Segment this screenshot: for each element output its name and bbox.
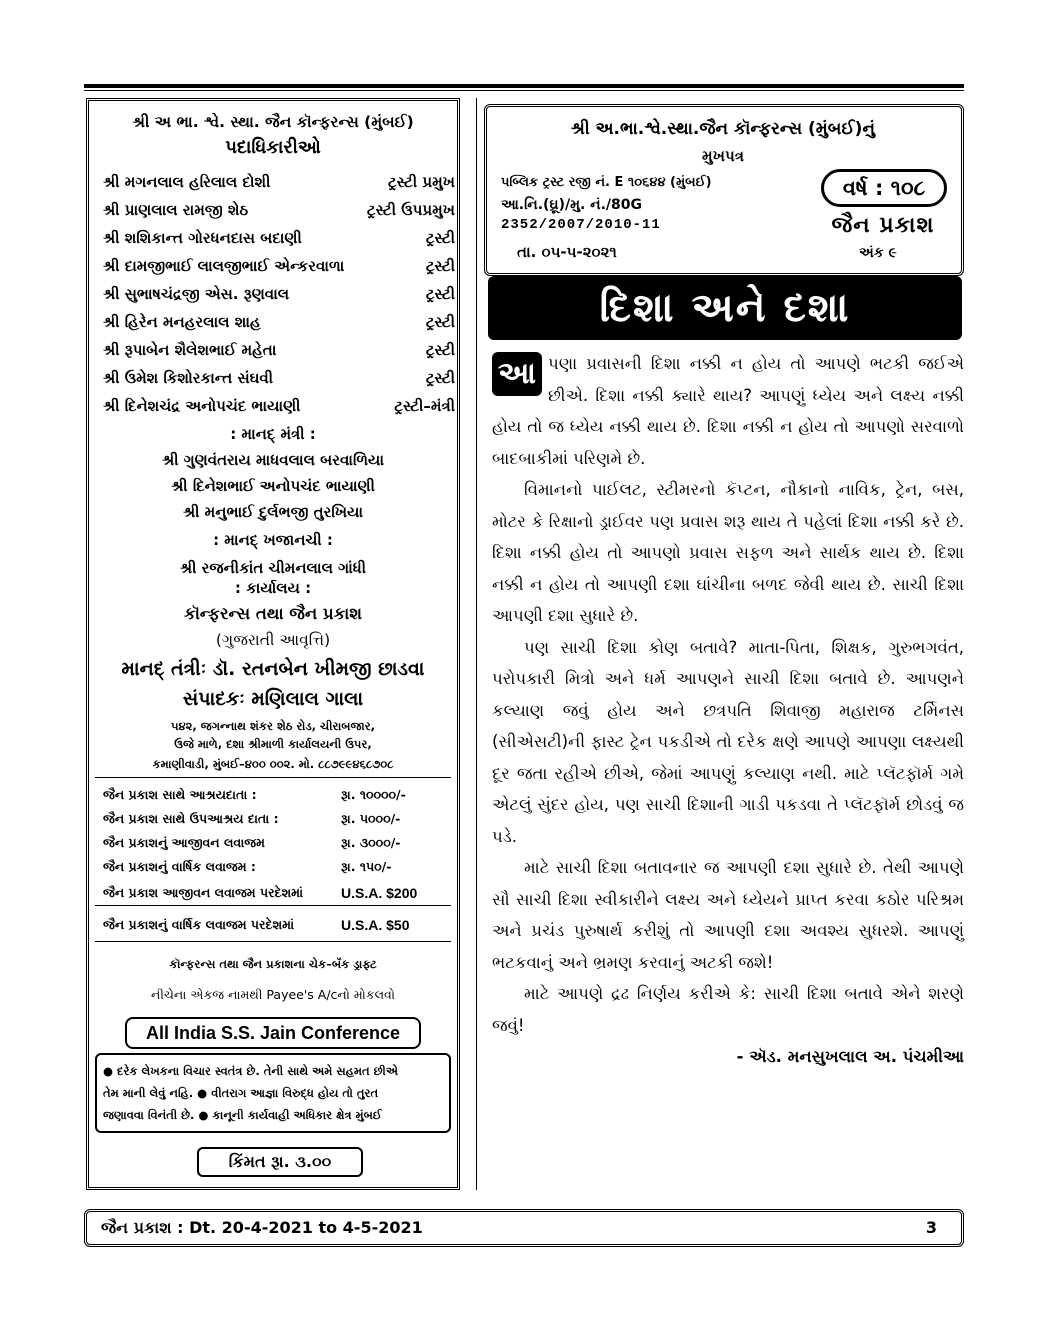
issue-number: અંક ૯ — [859, 245, 897, 261]
editor: સંપાદકઃ મણિલાલ ગાલા — [182, 688, 364, 710]
fee-amount: U.S.A. $50 — [341, 917, 410, 933]
masthead — [484, 104, 964, 276]
conference-heading: શ્રી અ ભા. શ્વે. સ્થા. જૈન કૉન્ફરન્સ (મુંબઈ) — [132, 113, 414, 131]
officer-row — [103, 173, 455, 191]
officer-role: ટ્રસ્ટી ઉપપ્રમુખ — [366, 201, 455, 219]
officer-name: શ્રી દિનેશચંદ્ર અનોપચંદ ભાયાણી — [103, 397, 301, 415]
officer-name: શ્રી પ્રાણલાલ રામજી શેઠ — [103, 201, 249, 219]
top-rule — [84, 84, 964, 88]
edition-label: (ગુજરાતી આવૃત્તિ) — [215, 631, 331, 649]
office-label: : કાર્યાલય : — [234, 579, 312, 597]
disclaimer-line: ● દરેક લેખકના વિચાર સ્વતંત્ર છે. તેની સાથે અમે સહમત છીએ — [103, 1064, 398, 1078]
officer-role: ટ્રસ્ટી — [425, 313, 455, 331]
officer-row — [103, 369, 455, 387]
officer-name: શ્રી શશિકાન્ત ગોરધનદાસ બદાણી — [103, 229, 302, 247]
fee-row — [103, 917, 455, 933]
disclaimer-line: જણાવવા વિનંતી છે. ● કાનૂની કાર્યવાહી અધિકાર ક્ષેત્ર મુંબઈ — [103, 1108, 382, 1122]
fee-label: જૈન પ્રકાશનું વાર્ષિક લવાજમ પરદેશમાં — [103, 917, 295, 932]
trust-registration: પબ્લિક ટ્રસ્ટ રજી નં. E ૧૦૬૪૪ (મુંબઈ) — [501, 175, 712, 190]
fee-label: જૈન પ્રકાશ સાથે આશ્રયદાતા : — [103, 787, 257, 802]
year-badge: વર્ષ : ૧૦૮ — [821, 169, 947, 207]
officer-role: ટ્રસ્ટી — [425, 369, 455, 387]
footer-publication: જૈન પ્રકાશ : Dt. 20-4-2021 to 4-5-2021 — [101, 1218, 423, 1237]
officer-name: શ્રી દામજીભાઈ લાલજીભાઈ એન્કરવાળા — [103, 257, 345, 275]
officer-row — [103, 285, 455, 303]
secretary-name: શ્રી મનુભાઈ દુર્લભજી તુરખિયા — [182, 503, 364, 521]
tax-registration: આ.નિ.(ઘ્રૂ)/મુ. નં./80G — [501, 197, 643, 213]
officer-role: ટ્રસ્ટી પ્રમુખ — [387, 173, 455, 191]
author-byline: - ઍડ. મનસુખલાલ અ. પંચમીઆ — [736, 1047, 964, 1066]
paragraph: વિમાનનો પાઈલટ, સ્ટીમરનો કૅપ્ટન, નૌકાનો નાવિક, ટ્રેન, બસ, મોટર કે રિક્ષાનો ડ્રાઈવર પણ પ્રવાસ શરૂ થાય તે પહેલાં દિશા નક્કી કરે છે. દિશા નક્કી હોય તો આપણો પ્રવાસ સફળ અને સાર્થક થાય છે. દિશા નક્કી ન હોય તો આપણી દશા ઘાંચીના બળદ જેવી થાય છે. સાચી દિશા આપણી દશા સુધારે છે. — [492, 480, 964, 625]
page-footer — [84, 1209, 964, 1247]
fee-label: જૈન પ્રકાશ સાથે ઉપઆશ્રય દાતા : — [103, 811, 279, 826]
officer-row — [103, 257, 455, 275]
secretary-name: શ્રી દિનેશભાઈ અનોપચંદ ભાયાણી — [171, 477, 375, 495]
officer-row — [103, 201, 455, 219]
officer-name: શ્રી રૂપાબેન શૈલેશભાઈ મહેતા — [103, 341, 277, 359]
paragraph: માટે આપણે દ્રઢ નિર્ણય કરીએ કે: સાચી દિશા બતાવે એને શરણે જવું! — [492, 984, 964, 1035]
fee-amount: રૂા. ૫૦૦૦/- — [341, 811, 401, 826]
fee-label: જૈન પ્રકાશ આજીવન લવાજમ પરદેશમાં — [103, 885, 304, 900]
editor-hon: માનદ્ તંત્રીઃ ડૉ. રતનબેન ખીમજી છાડવા — [121, 658, 425, 680]
column-divider — [476, 98, 477, 1190]
fee-amount: રૂા. ૩૦૦૦/- — [341, 835, 401, 850]
article-body — [492, 348, 964, 1073]
paragraph: માટે સાચી દિશા બતાવનાર જ આપણી દશા સુધારે છે. તેથી આપણે સૌ સાચી દિશા સ્વીકારીને લક્ષ્ય અને ધ્યેયને પ્રાપ્ત કરવા કઠોર પરિશ્રમ અને પ્રચંડ પુરુષાર્થ કરીશું તો આપણી દશા અવશ્ય સુધરશે. આપણું ભટકવાનું અને ભ્રમણ કરવાનું અટકી જશે! — [492, 858, 964, 972]
officer-role: ટ્રસ્ટી — [425, 341, 455, 359]
masthead-title: શ્રી અ.ભા.શ્વે.સ્થા.જૈન કૉન્ફરન્સ (મુંબઈ)નું — [570, 119, 876, 139]
payee-note: નીચેના એકજ નામથી Payee's A/cનો મોકલવો — [151, 987, 395, 1002]
officer-role: ટ્રસ્ટી–મંત્રી — [394, 397, 455, 415]
disclaimer-line: તેમ માની લેવું નહિ. ● વીતરાગ આજ્ઞા વિરુદ્ધ હોય તો તુરત — [103, 1086, 379, 1100]
page-number: 3 — [925, 1218, 937, 1237]
officer-row — [103, 397, 455, 415]
fee-amount: રૂા. ૧૫૦/- — [341, 859, 392, 874]
secretary-label: : માનદ્ મંત્રી : — [230, 425, 316, 443]
drop-cap: આ — [492, 352, 542, 396]
divider — [95, 777, 451, 778]
registration-number: 2352/2007/2010-11 — [501, 217, 661, 233]
article-title: દિશા અને દશા — [488, 276, 962, 340]
officers-heading: પદાધિકારીઓ — [225, 137, 321, 158]
masthead-subtitle: મુખપત્ર — [702, 147, 744, 165]
officer-role: ટ્રસ્ટી — [425, 285, 455, 303]
issue-date: તા. ૦૫-૫-૨૦૨૧ — [517, 243, 617, 261]
officers-panel — [86, 98, 460, 1190]
officer-row — [103, 313, 455, 331]
fee-row — [103, 787, 455, 803]
fee-label: જૈન પ્રકાશનું આજીવન લવાજમ — [103, 835, 265, 850]
officer-name: શ્રી હિરેન મનહરલાલ શાહ — [103, 313, 261, 331]
fee-row — [103, 885, 455, 901]
officer-row — [103, 229, 455, 247]
fee-amount: રૂા. ૧૦૦૦૦/- — [341, 787, 406, 802]
address-line: કમાણીવાડી, મુંબઈ–૪૦૦ ૦૦૨. મો. ૮૮૭૯૯૪૬૮૭૦૮ — [152, 757, 394, 771]
divider — [95, 941, 451, 942]
treasurer-label: : માનદ્ ખજાનચી : — [213, 531, 333, 549]
cheque-note: કૉન્ફરન્સ તથા જૈન પ્રકાશના ચેક–બૅંક ડ્રાફ્ટ — [169, 957, 377, 971]
divider — [95, 905, 451, 906]
fee-row — [103, 835, 455, 851]
fee-row — [103, 859, 455, 875]
paragraph: પણા પ્રવાસની દિશા નક્કી ન હોય તો આપણે ભટકી જઈએ છીએ. દિશા નક્કી ક્યારે થાય? આપણું ધ્યેય અને લક્ષ્ય નક્કી હોય તો જ ધ્યેય નક્કી થાય છે. દિશા નક્કી ન હોય તો આપણો સરવાળો બાદબાકીમાં પરિણમે છે. — [492, 354, 964, 468]
fee-label: જૈન પ્રકાશનું વાર્ષિક લવાજમ : — [103, 859, 256, 874]
conference-name-box: All India S.S. Jain Conference — [125, 1017, 421, 1049]
office-name: કૉન્ફરન્સ તથા જૈન પ્રકાશ — [183, 604, 362, 623]
brand-name: જૈન પ્રકાશ — [831, 213, 935, 238]
officer-role: ટ્રસ્ટી — [425, 229, 455, 247]
treasurer-name: શ્રી રજનીકાંત ચીમનલાલ ગાંધી — [179, 559, 367, 577]
officer-role: ટ્રસ્ટી — [425, 257, 455, 275]
paragraph: પણ સાચી દિશા કોણ બતાવે? માતા-પિતા, શિક્ષક, ગુરુભગવંત, પરોપકારી મિત્રો અને ધર્મ આપણને સાચી દિશા બતાવે છે. આપણને કલ્યાણ જવું હોય અને છત્રપતિ શિવાજી મહારાજ ટર્મિનસ (સીએસટી)ની ફાસ્ટ ટ્રેન પકડીએ તો દરેક ક્ષણે આપણે આપણા લક્ષ્યથી દૂર જતા રહીએ છીએ, જેમાં આપણું કલ્યાણ નથી. માટે પ્લૅટફૉર્મ ગમે એટલું સુંદર હોય, પણ સાચી દિશાની ગાડી પકડવા તે પ્લૅટફૉર્મ છોડવું જ પડે. — [492, 637, 964, 846]
disclaimer-box — [95, 1053, 451, 1133]
address-line: ૫૪૨, જગન્નાથ શંકર શેઠ રોડ, ચીરાબજાર, — [170, 719, 376, 733]
address-line: ઉજે માળે, દશા શ્રીમાળી કાર્યાલયની ઉપર, — [174, 737, 372, 751]
officer-row — [103, 341, 455, 359]
secretary-name: શ્રી ગુણવંતરાય માધવલાલ બરવાળિયા — [161, 451, 385, 469]
fee-amount: U.S.A. $200 — [341, 885, 418, 901]
price-box: કિંમત રૂા. ૩.૦૦ — [197, 1147, 363, 1177]
officer-name: શ્રી ઉમેશ કિશોરકાન્ત સંઘવી — [103, 369, 274, 387]
officer-name: શ્રી મગનલાલ હરિલાલ દોશી — [103, 173, 271, 191]
officer-name: શ્રી સુભાષચંદ્રજી એસ. રૂણવાલ — [103, 285, 290, 303]
top-rule-thin — [84, 90, 964, 91]
fee-row — [103, 811, 455, 827]
